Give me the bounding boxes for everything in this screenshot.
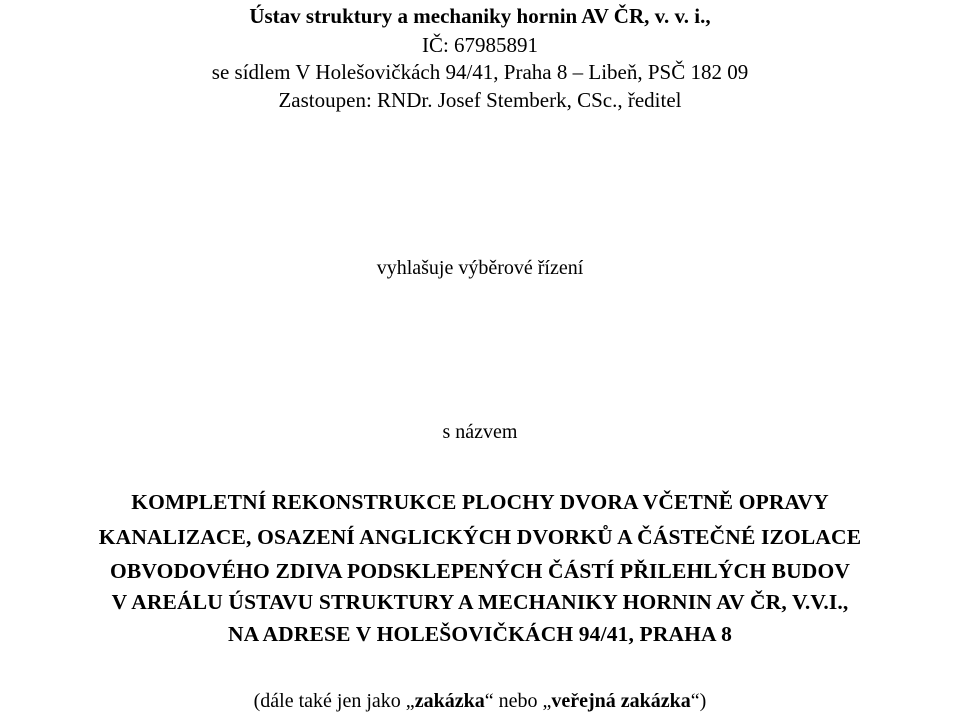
footnote-term-zakazka: zakázka [414,690,485,712]
ic-number: IČ: 67985891 [421,33,539,57]
footnote-suffix: ) [699,690,707,712]
footnote-close-quote-1: “ [484,690,494,712]
tender-title-line-3: OBVODOVÉHO ZDIVA PODSKLEPENÝCH ČÁSTÍ PŘILEHLÝCH BUDOV [109,559,851,583]
footnote-definition [0,691,960,711]
footnote-open-quote-2: „ [542,690,552,712]
footnote-term-verejna-zakazka: veřejná zakázka [551,690,691,712]
footnote-prefix: (dále také jen jako [253,690,406,712]
tender-title-line-1: KOMPLETNÍ REKONSTRUKCE PLOCHY DVORA VČETNĚ OPRAVY [131,490,829,514]
announcement-text: vyhlašuje výběrové řízení [376,257,584,279]
tender-title-line-5: NA ADRESE V HOLEŠOVIČKÁCH 94/41, PRAHA 8 [228,622,732,646]
tender-title-line-2: KANALIZACE, OSAZENÍ ANGLICKÝCH DVORKŮ A ČÁSTEČNÉ IZOLACE [98,525,862,549]
footnote-middle: nebo [493,690,543,712]
institution-address: se sídlem V Holešovičkách 94/41, Praha 8 – Libeň, PSČ 182 09 [211,60,749,84]
footnote-close-quote-2: “ [690,690,700,712]
footnote-open-quote-1: „ [405,690,415,712]
institution-name: Ústav struktury a mechaniky hornin AV ČR, v. v. i., [249,4,711,28]
named-text: s názvem [442,421,518,443]
representative: Zastoupen: RNDr. Josef Stemberk, CSc., ředitel [278,88,682,112]
tender-title-line-4: V AREÁLU ÚSTAVU STRUKTURY A MECHANIKY HORNIN AV ČR, V.V.I., [111,590,849,614]
